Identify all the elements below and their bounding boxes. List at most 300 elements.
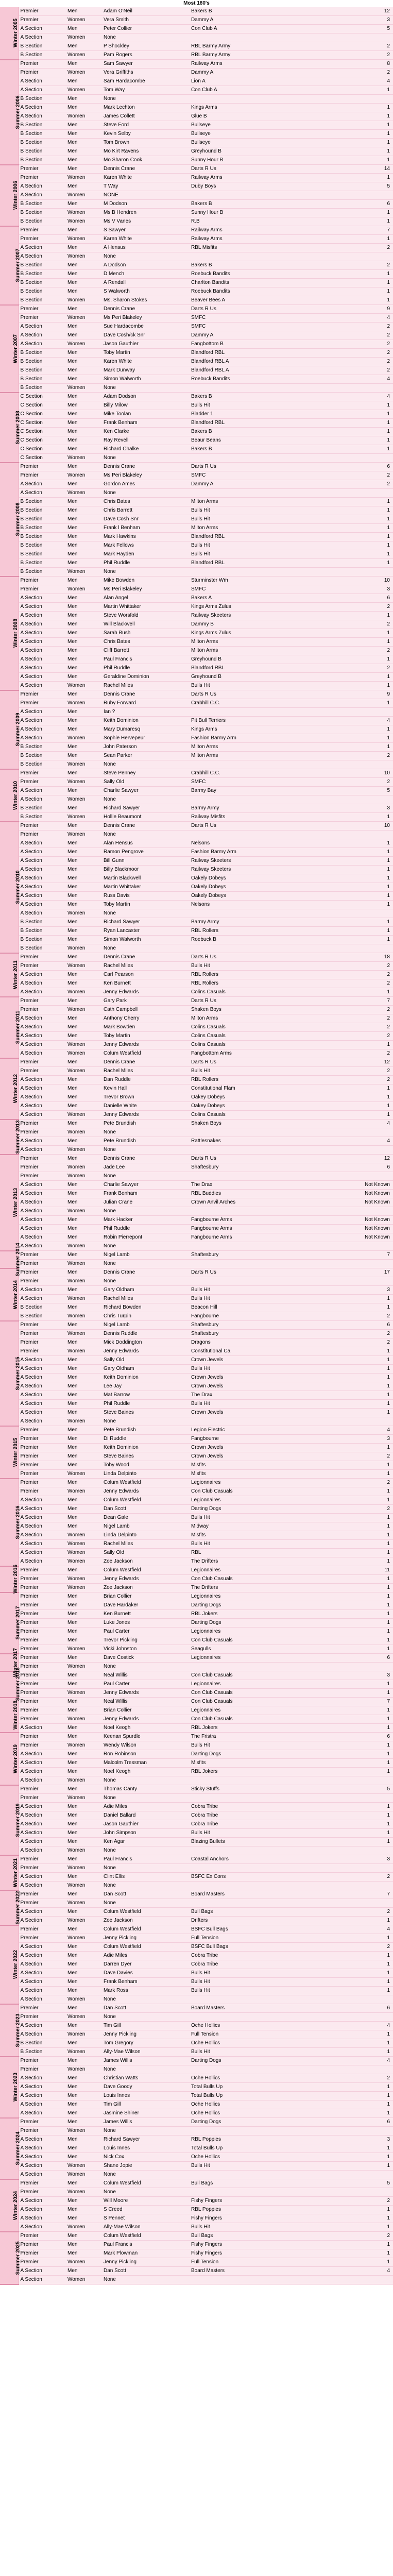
cell-section: A Section [19, 1295, 66, 1303]
cell-section: Premier [19, 1619, 66, 1628]
cell-player: Steve Worsfold [102, 612, 190, 620]
cell-player: Danielle White [102, 1102, 190, 1111]
cell-player: Colum Westfield [102, 1908, 190, 1917]
cell-gender: Men [66, 1505, 102, 1514]
cell-player: Steve Ford [102, 121, 190, 130]
cell-team: Con Club Casuals [190, 1636, 298, 1645]
season-name: Winter 2023 [13, 2072, 19, 2102]
cell-gender: Women [66, 2065, 102, 2074]
cell-section: Premier [19, 1487, 66, 1496]
table-row [0, 1268, 393, 1277]
cell-team [190, 2013, 298, 2022]
cell-player: Hollie Beaumont [102, 813, 190, 822]
cell-section: A Section [19, 244, 66, 252]
cell-section: A Section [19, 1014, 66, 1023]
cell-player: Adie Miles [102, 1952, 190, 1960]
cell-player: Ally-Mae Wilson [102, 2048, 190, 2057]
cell-count: 1 [298, 813, 393, 822]
cell-team: Cobra Tribe [190, 1960, 298, 1969]
cell-team: Board Masters [190, 2267, 298, 2276]
cell-team: Darting Dogs [190, 1750, 298, 1759]
cell-section: A Section [19, 1820, 66, 1829]
cell-gender: Men [66, 1969, 102, 1978]
cell-team: Greyhound B [190, 673, 298, 682]
table-row [0, 7, 393, 16]
season-name: Summer 2023 [15, 2013, 21, 2047]
cell-section: B Section [19, 358, 66, 366]
cell-gender: Men [66, 874, 102, 883]
cell-section: B Section [19, 936, 66, 944]
cell-team: Crown Jewels [190, 1452, 298, 1461]
cell-section: A Section [19, 883, 66, 892]
cell-section: Premier [19, 1601, 66, 1610]
cell-team: Bulls Hit [190, 1978, 298, 1987]
cell-player: Malcolm Tressman [102, 1759, 190, 1768]
cell-gender: Men [66, 1251, 102, 1260]
season-label [0, 1785, 19, 1855]
cell-section: Premier [19, 822, 66, 831]
cell-team [190, 1128, 298, 1137]
season-label [0, 1667, 21, 1701]
table-row [0, 1338, 393, 1347]
cell-count: 4 [298, 314, 393, 323]
cell-player: Jasmine Shiner [102, 2109, 190, 2118]
cell-gender: Men [66, 1680, 102, 1689]
cell-player: Sarah Bush [102, 629, 190, 638]
cell-gender: Men [66, 1514, 102, 1522]
cell-section: A Section [19, 1724, 66, 1733]
cell-count: 3 [298, 1286, 393, 1295]
cell-count: 9 [298, 690, 393, 699]
cell-count: 1 [298, 1645, 393, 1654]
cell-section: Premier [19, 699, 66, 708]
cell-section: Premier [19, 1338, 66, 1347]
cell-player: Sam Sawyer [102, 60, 190, 69]
cell-gender: Men [66, 261, 102, 270]
table-row [0, 384, 393, 393]
cell-player: Gary Oldham [102, 1286, 190, 1295]
cell-team: Oakely Dobeys [190, 883, 298, 892]
cell-section: Premier [19, 2065, 66, 2074]
cell-count: 1 [298, 927, 393, 936]
cell-player: None [102, 1128, 190, 1137]
cell-gender: Women [66, 209, 102, 217]
cell-section: A Section [19, 1233, 66, 1242]
cell-player: None [102, 252, 190, 261]
cell-section: C Section [19, 401, 66, 410]
cell-player: M Dodson [102, 200, 190, 209]
table-row [0, 874, 393, 883]
cell-count: 1 [298, 2214, 393, 2223]
cell-player: Colum Westfield [102, 1566, 190, 1575]
cell-gender: Men [66, 725, 102, 734]
cell-section: Premier [19, 1671, 66, 1680]
cell-player: Pete Brundish [102, 1120, 190, 1128]
season-label [0, 2057, 19, 2118]
cell-player: Mark Plowman [102, 2249, 190, 2258]
cell-player: Mark Hayden [102, 550, 190, 559]
cell-count: 1 [298, 2258, 393, 2267]
season-name: Winter 2005 [13, 19, 19, 48]
cell-count: 1 [298, 2223, 393, 2232]
cell-player: Jenny Edwards [102, 1689, 190, 1698]
cell-gender: Women [66, 1846, 102, 1855]
cell-team: Oche Hollics [190, 2100, 298, 2109]
table-row [0, 1216, 393, 1225]
cell-count: 2 [298, 603, 393, 612]
table-row [0, 95, 393, 104]
table-row [0, 944, 393, 953]
cell-gender: Men [66, 358, 102, 366]
cell-section: Premier [19, 471, 66, 480]
cell-team [190, 1663, 298, 1671]
cell-player: Dave Costick [102, 1654, 190, 1663]
cell-player: Cliff Barrett [102, 647, 190, 655]
cell-section: A Section [19, 655, 66, 664]
cell-player: Jenny Edwards [102, 1111, 190, 1120]
cell-gender: Men [66, 1785, 102, 1794]
table-row [0, 1102, 393, 1111]
cell-gender: Men [66, 2153, 102, 2162]
cell-player: Alan Angel [102, 594, 190, 603]
cell-player: John Paterson [102, 743, 190, 752]
cell-team: Full Tension [190, 1934, 298, 1943]
cell-team [190, 384, 298, 393]
cell-team: Legionnaires [190, 1628, 298, 1636]
cell-team: Shaftesbury [190, 1251, 298, 1260]
cell-gender: Men [66, 541, 102, 550]
cell-player: Dennis Crane [102, 953, 190, 962]
cell-gender: Women [66, 1531, 102, 1540]
cell-player: Ms Peri Blakeley [102, 471, 190, 480]
cell-section: A Section [19, 104, 66, 112]
cell-count: 1 [298, 1838, 393, 1846]
cell-player: Richard Sawyer [102, 2136, 190, 2144]
cell-player: Mark Bowden [102, 1023, 190, 1032]
table-row [0, 2083, 393, 2092]
cell-team: The Drax [190, 1181, 298, 1190]
cell-gender: Men [66, 883, 102, 892]
cell-team: Fangbourne Arms [190, 1225, 298, 1233]
cell-section: A Section [19, 1181, 66, 1190]
table-row [0, 2136, 393, 2144]
cell-team: Bulls Hit [190, 1741, 298, 1750]
table-row [0, 612, 393, 620]
cell-player: Sean Parker [102, 752, 190, 760]
cell-gender: Women [66, 1584, 102, 1592]
cell-section: Premier [19, 226, 66, 235]
cell-count: 2 [298, 323, 393, 331]
cell-count: 1 [298, 533, 393, 541]
table-row [0, 1995, 393, 2004]
cell-gender: Men [66, 1233, 102, 1242]
cell-count: 1 [298, 866, 393, 874]
cell-team: Con Club Casuals [190, 1698, 298, 1706]
cell-count: 6 [298, 1321, 393, 1330]
table-row [0, 892, 393, 901]
cell-section: A Section [19, 1417, 66, 1426]
cell-player: Phil Ruddle [102, 664, 190, 673]
cell-team: Bakers A [190, 594, 298, 603]
cell-gender: Women [66, 778, 102, 787]
cell-team [190, 33, 298, 42]
cell-section: A Section [19, 1225, 66, 1233]
cell-team [190, 795, 298, 804]
season-name: Winter 2019 [13, 1744, 19, 1773]
cell-team: Fangbourne [190, 1435, 298, 1444]
cell-team: Seagulls [190, 1645, 298, 1654]
season-label [0, 690, 19, 769]
cell-section: B Section [19, 813, 66, 822]
cell-gender: Men [66, 1286, 102, 1295]
cell-team: R.B [190, 217, 298, 226]
cell-count: 1 [298, 2162, 393, 2171]
season-label [0, 226, 19, 305]
cell-player: Dave Cosh Snr [102, 515, 190, 524]
cell-player: Ruby Forward [102, 699, 190, 708]
cell-player: NONE [102, 191, 190, 200]
cell-gender: Men [66, 1093, 102, 1102]
cell-team: RBL Misfits [190, 244, 298, 252]
table-row [0, 1838, 393, 1846]
cell-count: 3 [298, 1671, 393, 1680]
cell-gender: Men [66, 401, 102, 410]
cell-count: 2 [298, 1873, 393, 1882]
cell-count: 4 [298, 1925, 393, 1934]
cell-team: SMFC [190, 585, 298, 594]
cell-team: Darting Dogs [190, 1505, 298, 1514]
cell-team: Bulls Hit [190, 515, 298, 524]
cell-team: Legion Electric [190, 1426, 298, 1435]
cell-section: Premier [19, 1330, 66, 1338]
cell-player: Ken Burnett [102, 1610, 190, 1619]
cell-section: A Section [19, 1496, 66, 1505]
table-row [0, 1444, 393, 1452]
cell-team: Duby Boys [190, 182, 298, 191]
cell-team [190, 489, 298, 498]
cell-gender: Men [66, 165, 102, 174]
table-row [0, 848, 393, 857]
cell-section: A Section [19, 86, 66, 95]
cell-section: Premier [19, 1899, 66, 1908]
cell-section: B Section [19, 918, 66, 927]
cell-gender: Women [66, 1277, 102, 1286]
cell-gender: Women [66, 1260, 102, 1268]
cell-section: A Section [19, 1829, 66, 1838]
cell-player: Mo Kirt Ravens [102, 147, 190, 156]
cell-count: 2 [298, 340, 393, 349]
cell-gender: Men [66, 866, 102, 874]
cell-team: Total Bulls Up [190, 2144, 298, 2153]
table-row [0, 2109, 393, 2118]
cell-count [298, 1776, 393, 1785]
cell-section: A Section [19, 1076, 66, 1084]
cell-team: Blandford RBL [190, 533, 298, 541]
cell-count: 1 [298, 874, 393, 883]
cell-gender: Men [66, 1733, 102, 1741]
table-row [0, 1041, 393, 1049]
cell-team: Crown Jewels [190, 1356, 298, 1365]
season-label [0, 1566, 19, 1592]
cell-section: A Section [19, 866, 66, 874]
cell-count: 2 [298, 42, 393, 51]
cell-count: 4 [298, 717, 393, 725]
cell-count: 2 [298, 244, 393, 252]
cell-gender: Men [66, 1610, 102, 1619]
cell-team: Darts R Us [190, 305, 298, 314]
cell-team: Oche Hollics [190, 2039, 298, 2048]
cell-section: A Section [19, 2109, 66, 2118]
cell-section: A Section [19, 2074, 66, 2083]
table-row [0, 1654, 393, 1663]
cell-count [298, 252, 393, 261]
cell-player: Ken Clarke [102, 428, 190, 436]
cell-count: 2 [298, 1006, 393, 1014]
cell-gender: Men [66, 822, 102, 831]
cell-count: 3 [298, 2136, 393, 2144]
cell-gender: Men [66, 1409, 102, 1417]
table-row [0, 795, 393, 804]
cell-section: A Section [19, 1750, 66, 1759]
cell-team: RBL Barmy Army [190, 42, 298, 51]
cell-gender: Women [66, 831, 102, 839]
cell-section: Premier [19, 463, 66, 471]
cell-count: 1 [298, 638, 393, 647]
cell-team: Shaken Boys [190, 1120, 298, 1128]
cell-player: Dennis Crane [102, 305, 190, 314]
cell-team: Railway Arms [190, 60, 298, 69]
cell-count [298, 2013, 393, 2022]
table-row [0, 1514, 393, 1522]
cell-team: Cobra Tribe [190, 1820, 298, 1829]
cell-count: 1 [298, 1444, 393, 1452]
cell-section: Premier [19, 2258, 66, 2267]
cell-gender: Men [66, 620, 102, 629]
cell-team: SMFC [190, 314, 298, 323]
table-row [0, 498, 393, 506]
cell-count [298, 1207, 393, 1216]
cell-count: 1 [298, 1724, 393, 1733]
cell-gender: Men [66, 1855, 102, 1864]
cell-player: Pete Brundish [102, 1426, 190, 1435]
cell-gender: Women [66, 1128, 102, 1137]
cell-team: Con Club Casuals [190, 1715, 298, 1724]
cell-section: A Section [19, 1374, 66, 1382]
season-label [0, 305, 19, 393]
table-row [0, 2206, 393, 2214]
cell-count: 1 [298, 918, 393, 927]
cell-player: Dan Ruddle [102, 1076, 190, 1084]
table-row [0, 760, 393, 769]
cell-gender: Men [66, 77, 102, 86]
cell-count: 1 [298, 1969, 393, 1978]
cell-team: Colins Casuals [190, 1032, 298, 1041]
cell-section: A Section [19, 603, 66, 612]
cell-gender: Men [66, 445, 102, 454]
cell-player: None [102, 33, 190, 42]
cell-team: RBL Barmy Army [190, 51, 298, 60]
cell-team: Railway Arms [190, 174, 298, 182]
table-row [0, 1242, 393, 1251]
cell-count [298, 2276, 393, 2284]
table-row [0, 2214, 393, 2223]
table-row [0, 1610, 393, 1619]
cell-count: 1 [298, 1531, 393, 1540]
cell-player: Luke Jones [102, 1619, 190, 1628]
season-label [0, 1855, 19, 1890]
cell-section: Premier [19, 1575, 66, 1584]
cell-gender: Men [66, 2022, 102, 2030]
cell-team: Blandford RBL A [190, 366, 298, 375]
cell-section: Premier [19, 953, 66, 962]
cell-gender: Men [66, 279, 102, 287]
season-name: Winter 2017 [13, 1648, 19, 1677]
table-row [0, 1864, 393, 1873]
cell-team: Cobra Tribe [190, 1952, 298, 1960]
table-row [0, 550, 393, 559]
table-row [0, 139, 393, 147]
cell-gender: Men [66, 1356, 102, 1365]
cell-gender: Men [66, 349, 102, 358]
cell-section: Premier [19, 1172, 66, 1181]
table-row [0, 1908, 393, 1917]
table-body [0, 7, 393, 2284]
cell-section: A Section [19, 323, 66, 331]
cell-team: RBL Jokers [190, 1610, 298, 1619]
cell-count: 1 [298, 1356, 393, 1365]
cell-team: Kings Arms Zulus [190, 603, 298, 612]
cell-count [298, 1172, 393, 1181]
cell-gender: Women [66, 1295, 102, 1303]
cell-player: John Simpson [102, 1829, 190, 1838]
cell-count: 2 [298, 1023, 393, 1032]
table-row [0, 594, 393, 603]
cell-count [298, 1417, 393, 1426]
cell-player: Jenny Pickling [102, 1934, 190, 1943]
cell-player: Will Blackwell [102, 620, 190, 629]
cell-section: B Section [19, 366, 66, 375]
cell-team: Shaftesbury [190, 1163, 298, 1172]
cell-player: Richard Bowden [102, 1303, 190, 1312]
cell-gender: Men [66, 629, 102, 638]
cell-team: Roebuck Bandits [190, 375, 298, 384]
cell-team: Oakey Dobeys [190, 1102, 298, 1111]
table-row [0, 971, 393, 979]
table-row [0, 1382, 393, 1391]
table-row [0, 2039, 393, 2048]
cell-section: B Section [19, 559, 66, 568]
cell-player: Russ Davis [102, 892, 190, 901]
cell-gender: Men [66, 1452, 102, 1461]
cell-count: 1 [298, 156, 393, 165]
cell-count: 1 [298, 1111, 393, 1120]
cell-count: 5 [298, 1785, 393, 1794]
cell-count: 2 [298, 1505, 393, 1514]
cell-player: None [102, 1882, 190, 1890]
cell-section: Premier [19, 1698, 66, 1706]
cell-section: A Section [19, 33, 66, 42]
cell-team: Beacon Hill [190, 1303, 298, 1312]
cell-count: 1 [298, 1952, 393, 1960]
cell-player: Colum Westfield [102, 1049, 190, 1058]
cell-team: Legionnaires [190, 1654, 298, 1663]
cell-count: 1 [298, 515, 393, 524]
cell-player: None [102, 1794, 190, 1803]
table-row [0, 1049, 393, 1058]
cell-gender: Men [66, 690, 102, 699]
cell-section: A Section [19, 682, 66, 690]
cell-team: SMFC [190, 778, 298, 787]
